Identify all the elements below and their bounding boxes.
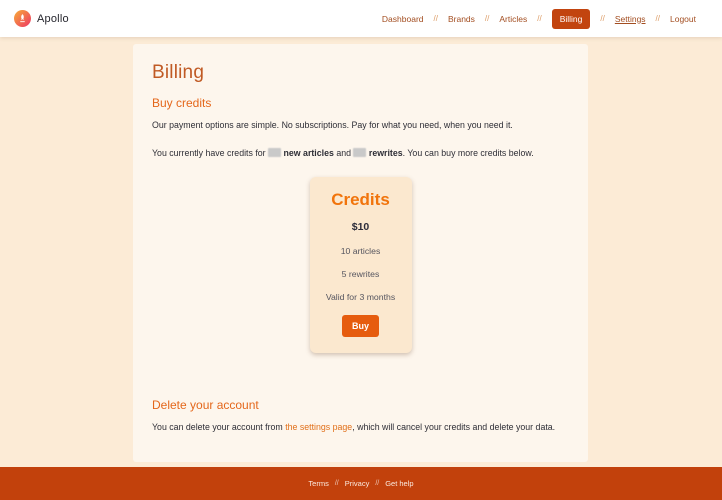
page-footer [0,467,722,500]
footer-link-terms[interactable]: Terms [308,479,329,488]
nav-item-settings[interactable]: Settings [614,13,646,24]
footer-separator: // [375,480,380,487]
page-title: Billing [152,62,205,83]
main-nav [382,9,696,29]
nav-separator: // [484,14,490,23]
nav-item-brands[interactable]: Brands [447,13,475,24]
card-feature-validity: Valid for 3 months [325,291,396,302]
nav-separator: // [433,14,438,23]
apollo-logo-icon [14,10,31,27]
delete-text-before: You can delete your account from [152,421,286,432]
rewrites-label: rewrites [366,148,403,159]
card-feature-rewrites: 5 rewrites [341,268,380,279]
credits-prefix: You currently have credits for [152,148,269,159]
credits-pricing-card [310,177,412,353]
nav-item-logout[interactable]: Logout [670,13,696,24]
current-credits-text [152,148,569,159]
delete-text-after: , which will cancel your credits and delete your data. [352,421,556,432]
settings-page-link[interactable]: the settings page [285,421,353,432]
card-feature-articles: 10 articles [340,245,381,256]
footer-link-privacy[interactable]: Privacy [344,479,370,488]
top-navbar [0,0,722,37]
card-price: $10 [351,220,370,233]
footer-separator: // [334,480,339,487]
redacted-articles-count [268,148,281,157]
footer-link-get-help[interactable]: Get help [385,479,414,488]
nav-item-articles[interactable]: Articles [499,13,528,24]
nav-separator: // [600,14,605,23]
nav-item-dashboard[interactable]: Dashboard [381,13,424,24]
nav-separator: // [655,14,660,23]
credits-suffix: . You can buy more credits below. [402,148,534,159]
billing-panel [133,44,588,462]
buy-credits-heading: Buy credits [152,96,212,110]
credits-mid: and [333,148,354,159]
new-articles-label: new articles [281,148,334,159]
brand-name: Apollo [37,12,69,25]
buy-button[interactable]: Buy [342,315,379,337]
delete-account-heading: Delete your account [152,397,259,412]
card-title: Credits [331,189,390,209]
brand[interactable] [14,10,69,27]
delete-account-text [152,422,569,433]
payment-intro-text: Our payment options are simple. No subscriptions. Pay for what you need, when you need it. [152,120,513,130]
nav-separator: // [537,14,542,23]
redacted-rewrites-count [353,148,366,157]
nav-item-billing[interactable]: Billing [552,9,591,29]
